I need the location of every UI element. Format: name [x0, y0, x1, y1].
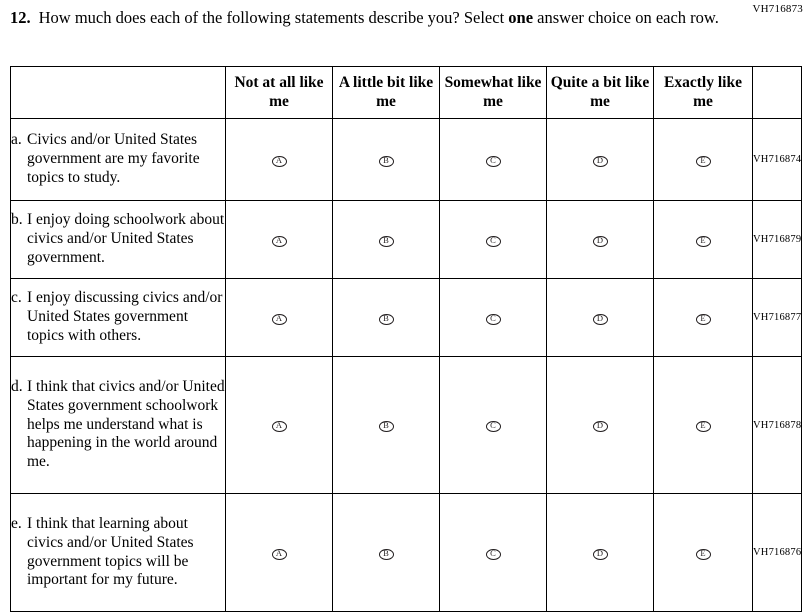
radio-bubble-b[interactable]: B [379, 421, 394, 432]
statement-letter-e: e. [11, 514, 22, 532]
radio-bubble-a[interactable]: A [272, 156, 287, 167]
question-text [39, 8, 719, 29]
radio-bubble-d[interactable]: D [593, 156, 608, 167]
statement-cell-d [11, 357, 226, 494]
radio-bubble-e[interactable]: E [696, 314, 711, 325]
statement-letter-b: b. [11, 211, 23, 229]
item-id-row-a: VH716874 [753, 119, 802, 201]
radio-bubble-c[interactable]: C [486, 156, 501, 167]
statement-letter-c: c. [11, 289, 22, 307]
statement-text-c: I enjoy discussing civics and/or United States government topics with others. [27, 289, 223, 344]
option-e-row-a[interactable] [654, 119, 753, 201]
radio-bubble-c[interactable]: C [486, 314, 501, 325]
radio-bubble-c[interactable]: C [486, 236, 501, 247]
option-b-row-e[interactable] [333, 494, 440, 612]
option-a-row-d[interactable] [226, 357, 333, 494]
option-d-row-d[interactable] [547, 357, 654, 494]
option-b-row-d[interactable] [333, 357, 440, 494]
column-header-a-little-bit: A little bit like me [333, 67, 440, 119]
table-row [11, 357, 802, 494]
table-row [11, 119, 802, 201]
column-header-exactly-like-me: Exactly like me [654, 67, 753, 119]
statement-letter-a: a. [11, 131, 22, 149]
radio-bubble-d[interactable]: D [593, 314, 608, 325]
statement-text-d: I think that civics and/or United States government schoolwork helps me understand what is happening in the world around me. [27, 377, 225, 471]
statement-cell-b [11, 201, 226, 279]
option-a-row-e[interactable] [226, 494, 333, 612]
item-id-row-d: VH716878 [753, 357, 802, 494]
radio-bubble-e[interactable]: E [696, 236, 711, 247]
radio-bubble-b[interactable]: B [379, 236, 394, 247]
question-text-before: How much does each of the following statements describe you? Select [38, 8, 509, 27]
response-matrix [10, 66, 802, 612]
radio-bubble-d[interactable]: D [593, 421, 608, 432]
radio-bubble-d[interactable]: D [593, 549, 608, 560]
radio-bubble-c[interactable]: C [486, 549, 501, 560]
radio-bubble-a[interactable]: A [272, 314, 287, 325]
matrix-header-row [11, 67, 802, 119]
radio-bubble-e[interactable]: E [696, 421, 711, 432]
option-c-row-b[interactable] [440, 201, 547, 279]
option-b-row-c[interactable] [333, 279, 440, 357]
statement-cell-a [11, 119, 226, 201]
column-header-quite-a-bit: Quite a bit like me [547, 67, 654, 119]
item-id-row-c: VH716877 [753, 279, 802, 357]
radio-bubble-e[interactable]: E [696, 156, 711, 167]
option-e-row-e[interactable] [654, 494, 753, 612]
statement-column-header [11, 67, 226, 119]
statement-cell-c [11, 279, 226, 357]
statement-text-a: Civics and/or United States government are my favorite topics to study. [27, 131, 200, 186]
table-row [11, 279, 802, 357]
option-e-row-d[interactable] [654, 357, 753, 494]
page-item-id: VH716873 [752, 3, 803, 15]
statement-text-b: I enjoy doing schoolwork about civics and/or United States government. [27, 211, 225, 266]
option-c-row-e[interactable] [440, 494, 547, 612]
option-c-row-d[interactable] [440, 357, 547, 494]
option-d-row-c[interactable] [547, 279, 654, 357]
statement-cell-e [11, 494, 226, 612]
option-d-row-a[interactable] [547, 119, 654, 201]
question-text-emphasis: one [508, 8, 534, 27]
item-id-row-b: VH716879 [753, 201, 802, 279]
question-prompt [10, 8, 730, 29]
radio-bubble-b[interactable]: B [379, 549, 394, 560]
radio-bubble-a[interactable]: A [272, 236, 287, 247]
option-c-row-c[interactable] [440, 279, 547, 357]
option-a-row-a[interactable] [226, 119, 333, 201]
statement-letter-d: d. [11, 377, 23, 395]
radio-bubble-b[interactable]: B [379, 156, 394, 167]
radio-bubble-a[interactable]: A [272, 549, 287, 560]
option-d-row-b[interactable] [547, 201, 654, 279]
column-header-somewhat: Somewhat like me [440, 67, 547, 119]
option-b-row-a[interactable] [333, 119, 440, 201]
option-a-row-c[interactable] [226, 279, 333, 357]
column-header-not-at-all: Not at all like me [226, 67, 333, 119]
table-row [11, 494, 802, 612]
radio-bubble-e[interactable]: E [696, 549, 711, 560]
option-a-row-b[interactable] [226, 201, 333, 279]
radio-bubble-a[interactable]: A [272, 421, 287, 432]
statement-text-e: I think that learning about civics and/or United States government topics will be important for my future. [27, 514, 194, 589]
radio-bubble-d[interactable]: D [593, 236, 608, 247]
item-id-column-header [753, 67, 802, 119]
option-d-row-e[interactable] [547, 494, 654, 612]
radio-bubble-c[interactable]: C [486, 421, 501, 432]
table-row [11, 201, 802, 279]
radio-bubble-b[interactable]: B [379, 314, 394, 325]
option-e-row-c[interactable] [654, 279, 753, 357]
option-c-row-a[interactable] [440, 119, 547, 201]
option-b-row-b[interactable] [333, 201, 440, 279]
item-id-row-e: VH716876 [753, 494, 802, 612]
question-number: 12. [10, 8, 31, 27]
question-text-after: answer choice on each row. [533, 8, 719, 27]
option-e-row-b[interactable] [654, 201, 753, 279]
